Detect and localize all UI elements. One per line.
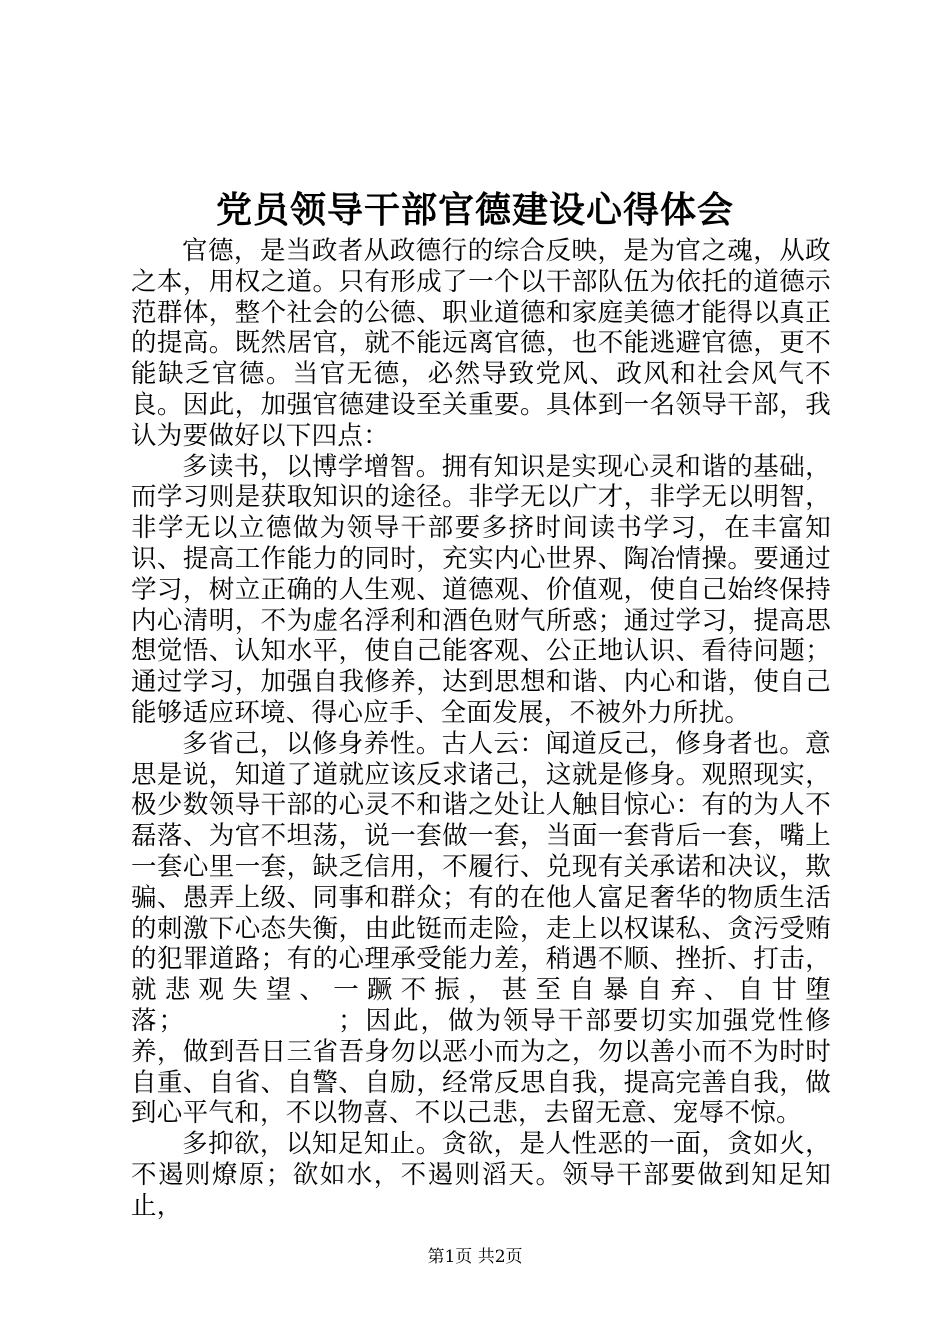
paragraph-restraint: 多抑欲，以知足知止。贪欲，是人性恶的一面，贪如火，不遏则燎原；欲如水，不遏则滔天。领导干部要做到知足知止， [131, 1129, 831, 1221]
document-body [131, 236, 831, 1222]
document-title: 党员领导干部官德建设心得体会 [215, 189, 734, 231]
paragraph-reading: 多读书，以博学增智。拥有知识是实现心灵和谐的基础，而学习则是获取知识的途径。非学无以广才，非学无以明智，非学无以立德做为领导干部要多挤时间读书学习，在丰富知识、提高工作能力的同时，充实内心世界、陶冶情操。要通过学习，树立正确的人生观、道德观、价值观，使自己始终保持内心清明，不为虚名浮利和酒色财气所惑；通过学习，提高思想觉悟、认知水平，使自己能客观、公正地认识、看待问题；通过学习，加强自我修养，达到思想和谐、内心和谐，使自己能够适应环境、得心应手、全面发展，不被外力所扰。 [131, 451, 831, 728]
paragraph-self-reflection: 多省己，以修身养性。古人云：闻道反己，修身者也。意思是说，知道了道就应该反求诸己，这就是修身。观照现实，极少数领导干部的心灵不和谐之处让人触目惊心：有的为人不磊落、为官不坦荡，说一套做一套，当面一套背后一套，嘴上一套心里一套，缺乏信用，不履行、兑现有关承诺和决议，欺骗、愚弄上级、同事和群众；有的在他人富足奢华的物质生活的刺激下心态失衡，由此铤而走险，走上以权谋私、贪污受贿的犯罪道路；有的心理承受能力差，稍遇不顺、挫折、打击，就悲观失望、一蹶不振，甚至自暴自弃、自甘堕落； ；因此，做为领导干部要切实加强党性修养，做到吾日三省吾身勿以恶小而为之，勿以善小而不为时时自重、自省、自警、自励，经常反思自我，提高完善自我，做到心平气和，不以物喜、不以己悲，去留无意、宠辱不惊。 [131, 728, 831, 1129]
page-footer: 第1页 共2页 [427, 1247, 523, 1267]
paragraph-intro: 官德，是当政者从政德行的综合反映，是为官之魂，从政之本，用权之道。只有形成了一个以干部队伍为依托的道德示范群体，整个社会的公德、职业道德和家庭美德才能得以真正的提高。既然居官，就不能远离官德，也不能逃避官德，更不能缺乏官德。当官无德，必然导致党风、政风和社会风气不良。因此，加强官德建设至关重要。具体到一名领导干部，我认为要做好以下四点： [131, 236, 831, 451]
